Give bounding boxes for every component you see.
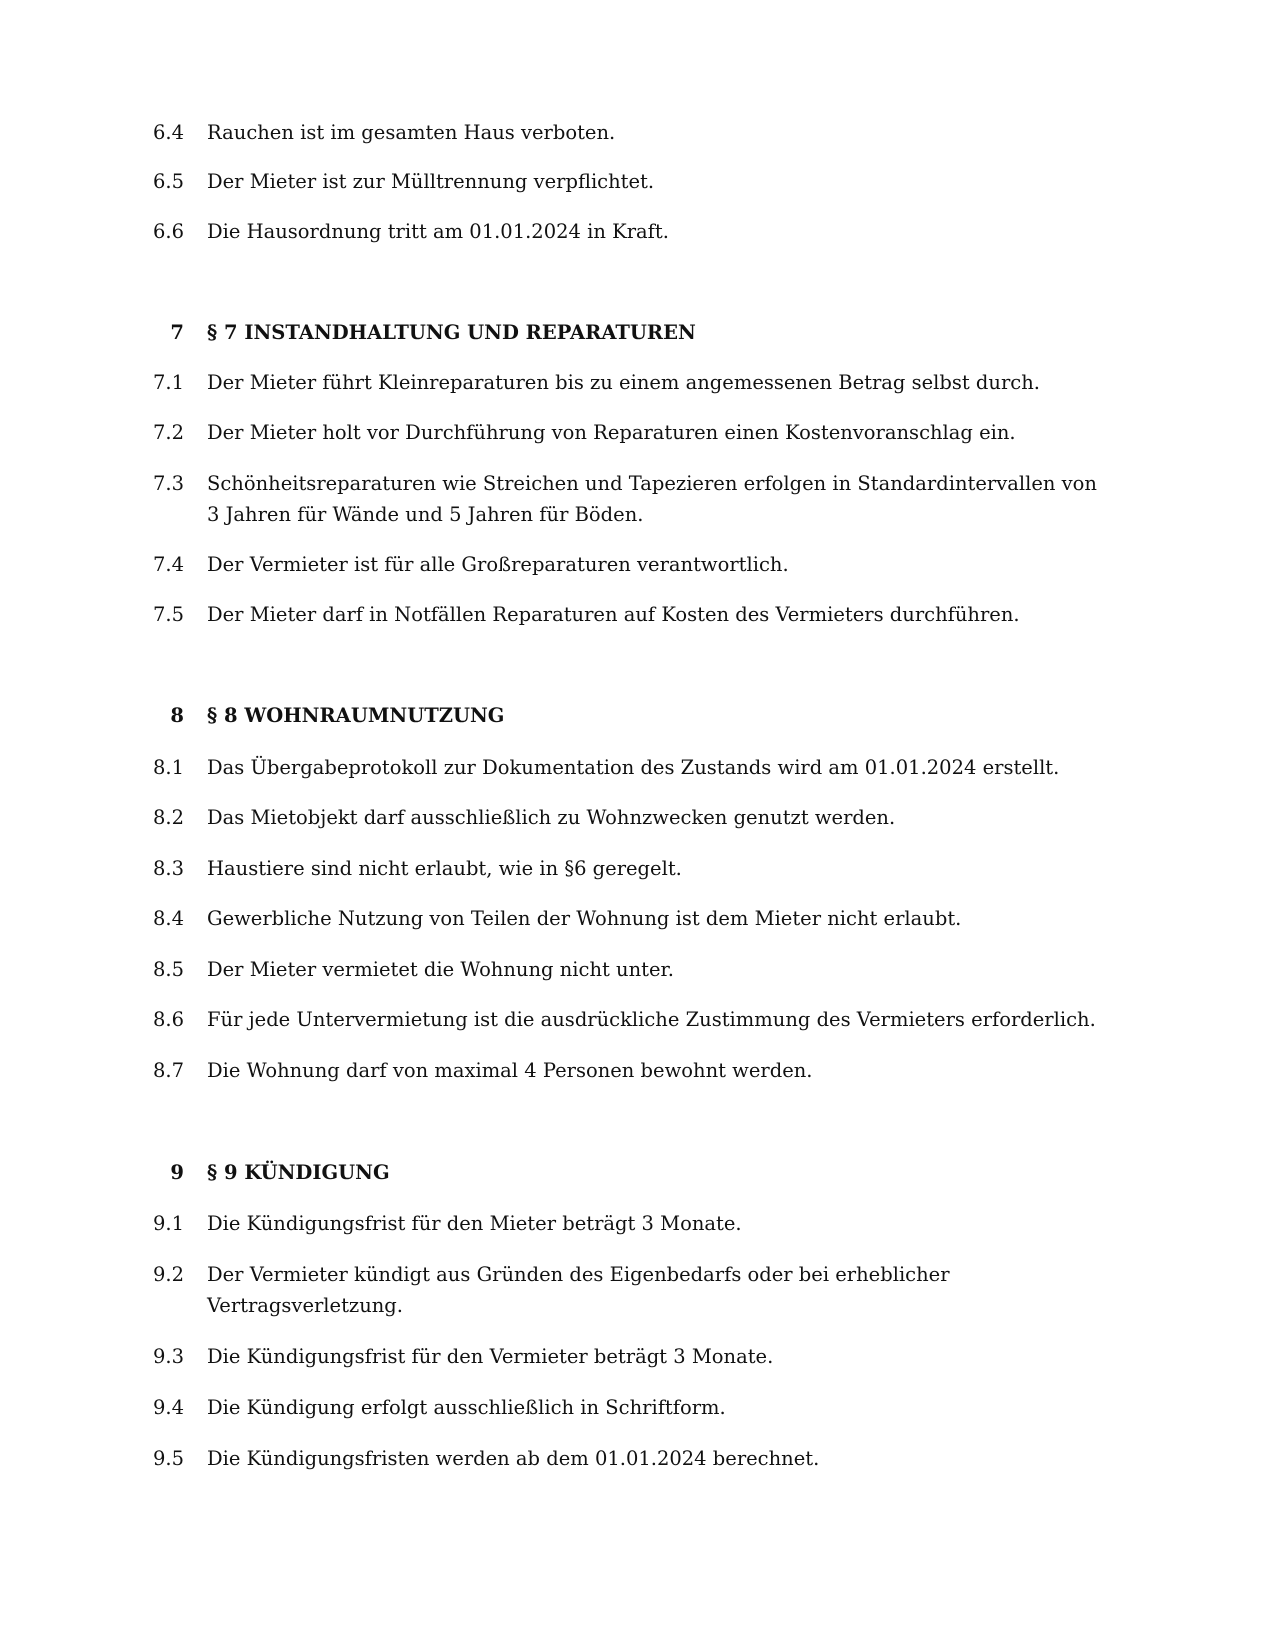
- clause-number: 7.5: [152, 603, 184, 626]
- clause-text: Der Vermieter ist für alle Großreparaturen verantwortlich.: [207, 553, 789, 576]
- clause-number: 8.6: [152, 1008, 184, 1031]
- clause-number: 7.1: [152, 371, 184, 394]
- clause-text: Die Wohnung darf von maximal 4 Personen bewohnt werden.: [207, 1059, 813, 1082]
- clause-text: Der Mieter vermietet die Wohnung nicht unter.: [207, 958, 674, 981]
- clause-text: Der Mieter darf in Notfällen Reparaturen auf Kosten des Vermieters durchführen.: [207, 603, 1020, 626]
- clause-number: 9.3: [152, 1345, 184, 1368]
- clause-text: Das Übergabeprotokoll zur Dokumentation des Zustands wird am 01.01.2024 erstellt.: [207, 756, 1060, 779]
- clause-text: Der Mieter holt vor Durchführung von Reparaturen einen Kostenvoranschlag ein.: [207, 421, 1016, 444]
- clause-number: 7.4: [152, 553, 184, 576]
- clause-text: Der Mieter ist zur Mülltrennung verpflichtet.: [207, 170, 655, 193]
- clause-number: 6.5: [152, 170, 184, 193]
- clause-text: Die Kündigungsfrist für den Mieter beträgt 3 Monate.: [207, 1212, 742, 1235]
- section-number: 8: [170, 704, 184, 727]
- clause-number: 8.1: [152, 756, 184, 779]
- clause-number: 8.4: [152, 907, 184, 930]
- clause-text: Der Mieter führt Kleinreparaturen bis zu einem angemessenen Betrag selbst durch.: [207, 371, 1040, 394]
- clause-number: 6.6: [152, 220, 184, 243]
- clause-number: 8.2: [152, 806, 184, 829]
- clause-text: Die Kündigung erfolgt ausschließlich in Schriftform.: [207, 1396, 726, 1419]
- clause-number: 8.3: [152, 857, 184, 880]
- clause-number: 7.3: [152, 472, 184, 495]
- clause-text: Schönheitsreparaturen wie Streichen und Tapezieren erfolgen in Standardintervallen von 3 Jahren für Wände und 5 Jahren für Böden.: [207, 472, 1097, 526]
- clause-text: Rauchen ist im gesamten Haus verboten.: [207, 121, 616, 144]
- clause-number: 6.4: [152, 121, 184, 144]
- clause-number: 9.4: [152, 1396, 184, 1419]
- clause-text: Gewerbliche Nutzung von Teilen der Wohnung ist dem Mieter nicht erlaubt.: [207, 907, 962, 930]
- section-title: § 7 INSTANDHALTUNG UND REPARATUREN: [207, 321, 696, 344]
- clause-text: Der Vermieter kündigt aus Gründen des Eigenbedarfs oder bei erheblicher Vertragsverletzung.: [207, 1263, 950, 1317]
- clause-number: 9.2: [152, 1263, 184, 1286]
- section-number: 7: [170, 321, 184, 344]
- section-title: § 8 WOHNRAUMNUTZUNG: [207, 704, 505, 727]
- clause-text: Das Mietobjekt darf ausschließlich zu Wohnzwecken genutzt werden.: [207, 806, 896, 829]
- clause-text: Haustiere sind nicht erlaubt, wie in §6 geregelt.: [207, 857, 682, 880]
- clause-text: Die Kündigungsfristen werden ab dem 01.01.2024 berechnet.: [207, 1447, 820, 1470]
- clause-text: Die Hausordnung tritt am 01.01.2024 in Kraft.: [207, 220, 669, 243]
- clause-text: Die Kündigungsfrist für den Vermieter beträgt 3 Monate.: [207, 1345, 774, 1368]
- clause-number: 9.1: [152, 1212, 184, 1235]
- section-number: 9: [170, 1161, 184, 1184]
- clause-number: 8.7: [152, 1059, 184, 1082]
- section-title: § 9 KÜNDIGUNG: [207, 1161, 390, 1184]
- clause-number: 9.5: [152, 1447, 184, 1470]
- clause-number: 8.5: [152, 958, 184, 981]
- clause-number: 7.2: [152, 421, 184, 444]
- clause-text: Für jede Untervermietung ist die ausdrückliche Zustimmung des Vermieters erforderlich.: [207, 1008, 1096, 1031]
